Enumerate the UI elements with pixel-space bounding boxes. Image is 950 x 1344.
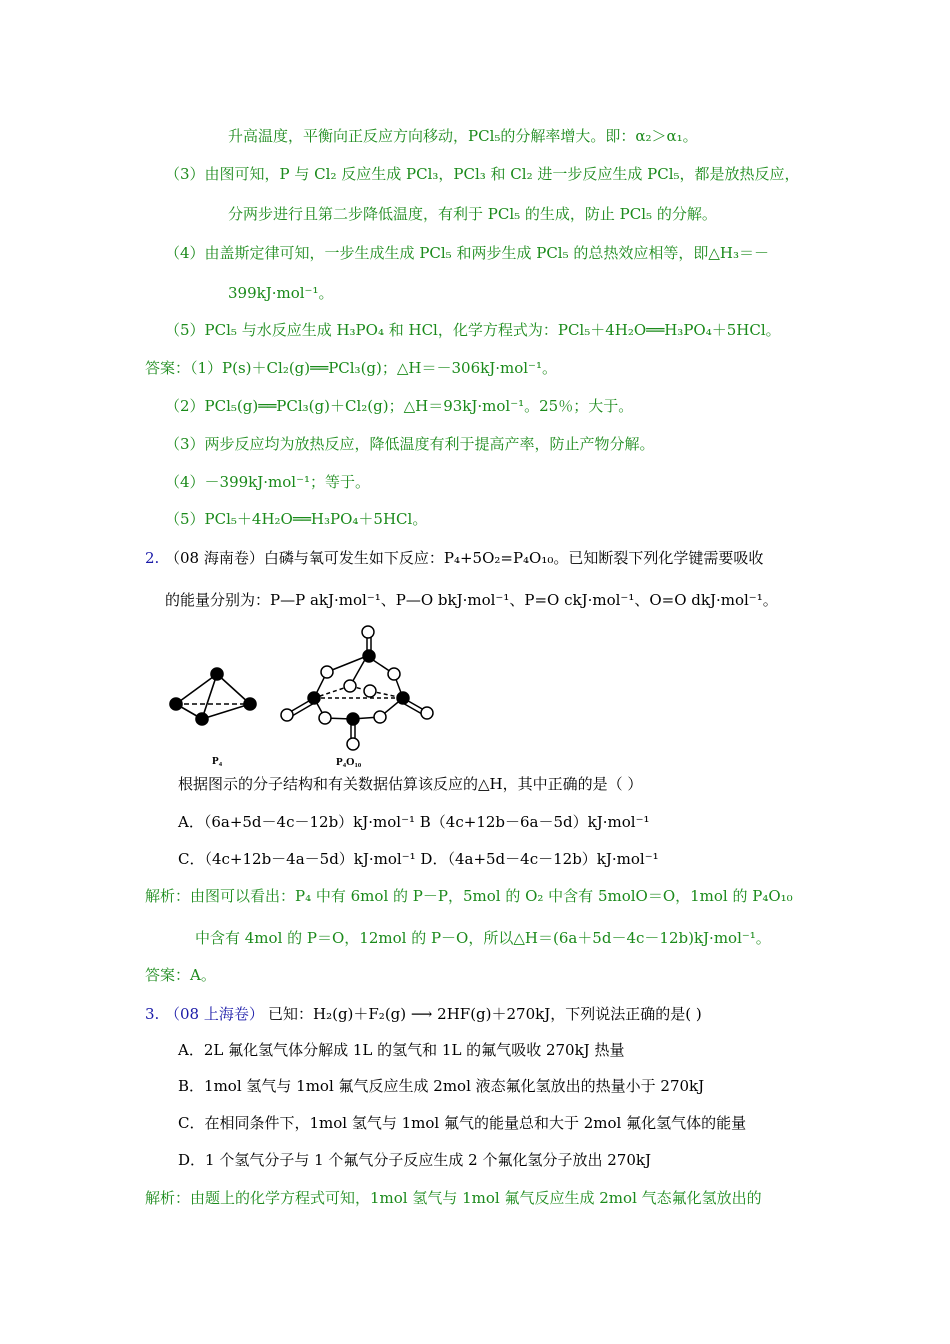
question-number: 2. [145,549,160,567]
text-line: （5）PCl₅ 与水反应生成 H₃PO₄ 和 HCl，化学方程式为：PCl₅＋4H₂O══H₃PO₄＋5HCl。 [165,321,781,339]
analysis-line: 中含有 4mol 的 P＝O，12mol 的 P－O，所以△H＝(6a＋5d－4c－12b)kJ·mol⁻¹。 [195,929,771,947]
text-line: 分两步进行且第二步降低温度，有利于 PCl₅ 的生成，防止 PCl₅ 的分解。 [228,205,717,223]
p4o10-label: P₄O₁₀ [336,756,362,768]
option-line: A．（6a+5d－4c－12b）kJ·mol⁻¹ B（4c+12b－6a－5d）kJ·mol⁻¹ [178,813,650,831]
question-stem: 的能量分别为：P—P akJ·mol⁻¹、P—O bkJ·mol⁻¹、P=O ckJ·mol⁻¹、O=O dkJ·mol⁻¹。 [165,591,778,609]
p4-label: P₄ [212,755,223,767]
analysis-line: 解析：由题上的化学方程式可知，1mol 氢气与 1mol 氟气反应生成 2mol 气态氟化氢放出的 [145,1189,762,1207]
option-line: A．2L 氟化氢气体分解成 1L 的氢气和 1L 的氟气吸收 270kJ 热量 [178,1041,625,1059]
question-source: （08 上海卷） [165,1005,264,1023]
p4o10-molecule [281,626,433,750]
answer-line: 答案：A。 [145,966,216,984]
option-line: C．（4c+12b－4a－5d）kJ·mol⁻¹ D．（4a+5d－4c－12b）kJ·mol⁻¹ [178,850,659,868]
answer-line: （5）PCl₅＋4H₂O══H₃PO₄＋5HCl。 [165,510,428,528]
text-line: （3）由图可知，P 与 Cl₂ 反应生成 PCl₃，PCl₃ 和 Cl₂ 进一步反应生成 PCl₅，都是放热反应， [165,165,800,183]
text-line: （4）由盖斯定律可知，一步生成生成 PCl₅ 和两步生成 PCl₅ 的总热效应相等，即△H₃＝－ [165,244,770,262]
molecule-structure-figure [162,622,452,770]
analysis-line: 解析：由图可以看出：P₄ 中有 6mol 的 P－P，5mol 的 O₂ 中含有 5molO＝O，1mol 的 P₄O₁₀ [145,887,793,905]
question-stem: （08 海南卷）白磷与氧可发生如下反应：P₄+5O₂=P₄O₁₀。已知断裂下列化学键需要吸收 [165,549,764,567]
answer-line: （2）PCl₅(g)══PCl₃(g)＋Cl₂(g)；△H＝93kJ·mol⁻¹。25％；大于。 [165,397,634,415]
question-prompt: 根据图示的分子结构和有关数据估算该反应的△H，其中正确的是（ ） [178,775,643,793]
answer-line: （3）两步反应均为放热反应，降低温度有利于提高产率，防止产物分解。 [165,435,655,453]
text-line: 399kJ·mol⁻¹。 [228,284,334,302]
text-line: 升高温度，平衡向正反应方向移动，PCl₅的分解率增大。即：α₂＞α₁。 [228,127,698,145]
option-line: B．1mol 氢气与 1mol 氟气反应生成 2mol 液态氟化氢放出的热量小于 270kJ [178,1077,705,1095]
answer-line: （4）－399kJ·mol⁻¹；等于。 [165,473,371,491]
question-number: 3. [145,1005,160,1023]
option-line: D．1 个氢气分子与 1 个氟气分子反应生成 2 个氟化氢分子放出 270kJ [178,1151,652,1169]
p4-molecule [170,668,256,725]
option-line: C．在相同条件下，1mol 氢气与 1mol 氟气的能量总和大于 2mol 氟化氢气体的能量 [178,1114,747,1132]
question-stem: 已知：H₂(g)＋F₂(g) ⟶ 2HF(g)＋270kJ，下列说法正确的是( ) [268,1005,702,1023]
answer-line: 答案：（1）P(s)＋Cl₂(g)══PCl₃(g)；△H＝－306kJ·mol⁻¹。 [145,359,557,377]
